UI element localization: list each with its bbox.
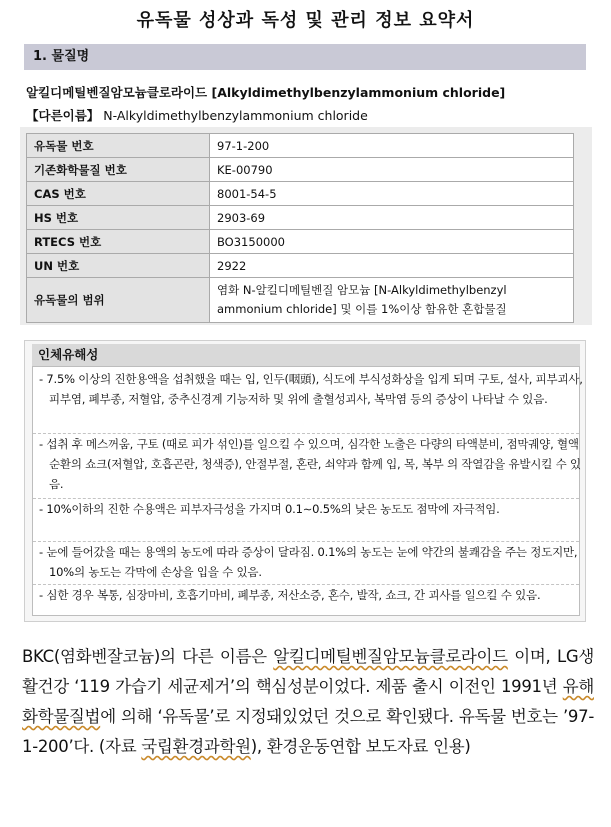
row-value-line: 염화 N-알킬디메틸벤질 암모늄 [N-Alkyldimethylbenzyl (217, 283, 507, 297)
caption-text: 에 의해 ‘유독물’로 지정돼있었던 것으로 확인됐다. 유독물 번호는 ’97-1-200’다. (자료 (22, 707, 594, 756)
other-name-value: N-Alkyldimethylbenzylammonium chloride (103, 108, 368, 123)
row-key: CAS 번호 (27, 182, 210, 206)
caption-text: BKC(염화벤잘코늄)의 다른 이름은 (22, 647, 274, 666)
hazard-item: - 심한 경우 복통, 심장마비, 호흡기마비, 폐부종, 저산소증, 혼수, 발작, 쇼크, 간 괴사를 일으킬 수 있음. (39, 588, 541, 602)
row-key: HS 번호 (27, 206, 210, 230)
caption-text: ), 환경운동연합 보도자료 인용) (250, 737, 471, 756)
table-row (27, 158, 574, 182)
row-value: 97-1-200 (210, 134, 574, 158)
other-name-label: 【다른이름】 (26, 108, 100, 123)
hazard-item: - 7.5% 이상의 진한용액을 섭취했을 때는 입, 인두(咽頭), 식도에 부식성화상을 입게 되며 구토, 설사, 피부괴사, 피부염, 폐부종, 저혈압, 중추신경계 기능저하 및 위에 출혈성괴사, 복막염 등의 증상이 나타날 수 있음. (39, 372, 583, 406)
row-value: 2922 (210, 254, 574, 278)
other-name-line (26, 106, 368, 124)
row-value: 2903-69 (210, 206, 574, 230)
table-row (27, 230, 574, 254)
hazard-list (32, 366, 583, 616)
row-value (210, 278, 574, 323)
hazard-item: - 눈에 들어갔을 때는 용액의 농도에 따라 증상이 달라짐. 0.1%의 농도는 눈에 약간의 불쾌감을 주는 정도지만, 10%의 농도는 각막에 손상을 입을 수 있음. (39, 545, 578, 579)
row-key: 유독물 번호 (27, 134, 210, 158)
table-row (27, 254, 574, 278)
hazard-item: - 섭취 후 메스꺼움, 구토 (때로 피가 섞인)를 일으킬 수 있으며, 심각한 노출은 다량의 타액분비, 점막궤양, 혈액순환의 쇼크(저혈압, 호흡곤란, 청색증), 안절부절, 혼란, 쇠약과 함께 입, 목, 복부 의 작열감을 유발시킬 수 있음. (39, 437, 581, 491)
table-row (27, 278, 574, 323)
hazard-item: - 10%이하의 진한 수용액은 피부자극성을 가지며 0.1∼0.5%의 낮은 농도도 점막에 자극적임. (39, 502, 500, 516)
document-title: 유독물 성상과 독성 및 관리 정보 요약서 (136, 10, 475, 31)
caption-underlined-term: 유해화학물질법 (22, 677, 594, 726)
table-row (27, 206, 574, 230)
section-header-substance-name: 1. 물질명 (24, 44, 586, 70)
caption-underlined-term: 알킬디메틸벤질암모늄클로라이드 (273, 647, 508, 666)
table-row (27, 182, 574, 206)
row-value: BO3150000 (210, 230, 574, 254)
row-key: 유독물의 범위 (27, 278, 210, 323)
substance-name: 알킬디메틸벤질암모늄클로라이드 [Alkyldimethylbenzylammonium chloride] (26, 85, 506, 100)
table-row (27, 134, 574, 158)
caption-paragraph (22, 642, 594, 762)
substance-info-table (26, 133, 574, 323)
row-value: 8001-54-5 (210, 182, 574, 206)
caption-underlined-term: 국립환경과학원 (141, 737, 251, 756)
row-key: 기존화학물질 번호 (27, 158, 210, 182)
row-value: KE-00790 (210, 158, 574, 182)
row-value-line: ammonium chloride] 및 이를 1%이상 함유한 혼합물질 (217, 302, 507, 316)
row-key: UN 번호 (27, 254, 210, 278)
row-key: RTECS 번호 (27, 230, 210, 254)
caption-text: 이며, LG생활건강 ‘119 가습기 세균제거’의 핵심성분이었다. 제품 출시 이전인 1991년 (22, 647, 594, 696)
hazard-header: 인체유해성 (32, 344, 580, 366)
